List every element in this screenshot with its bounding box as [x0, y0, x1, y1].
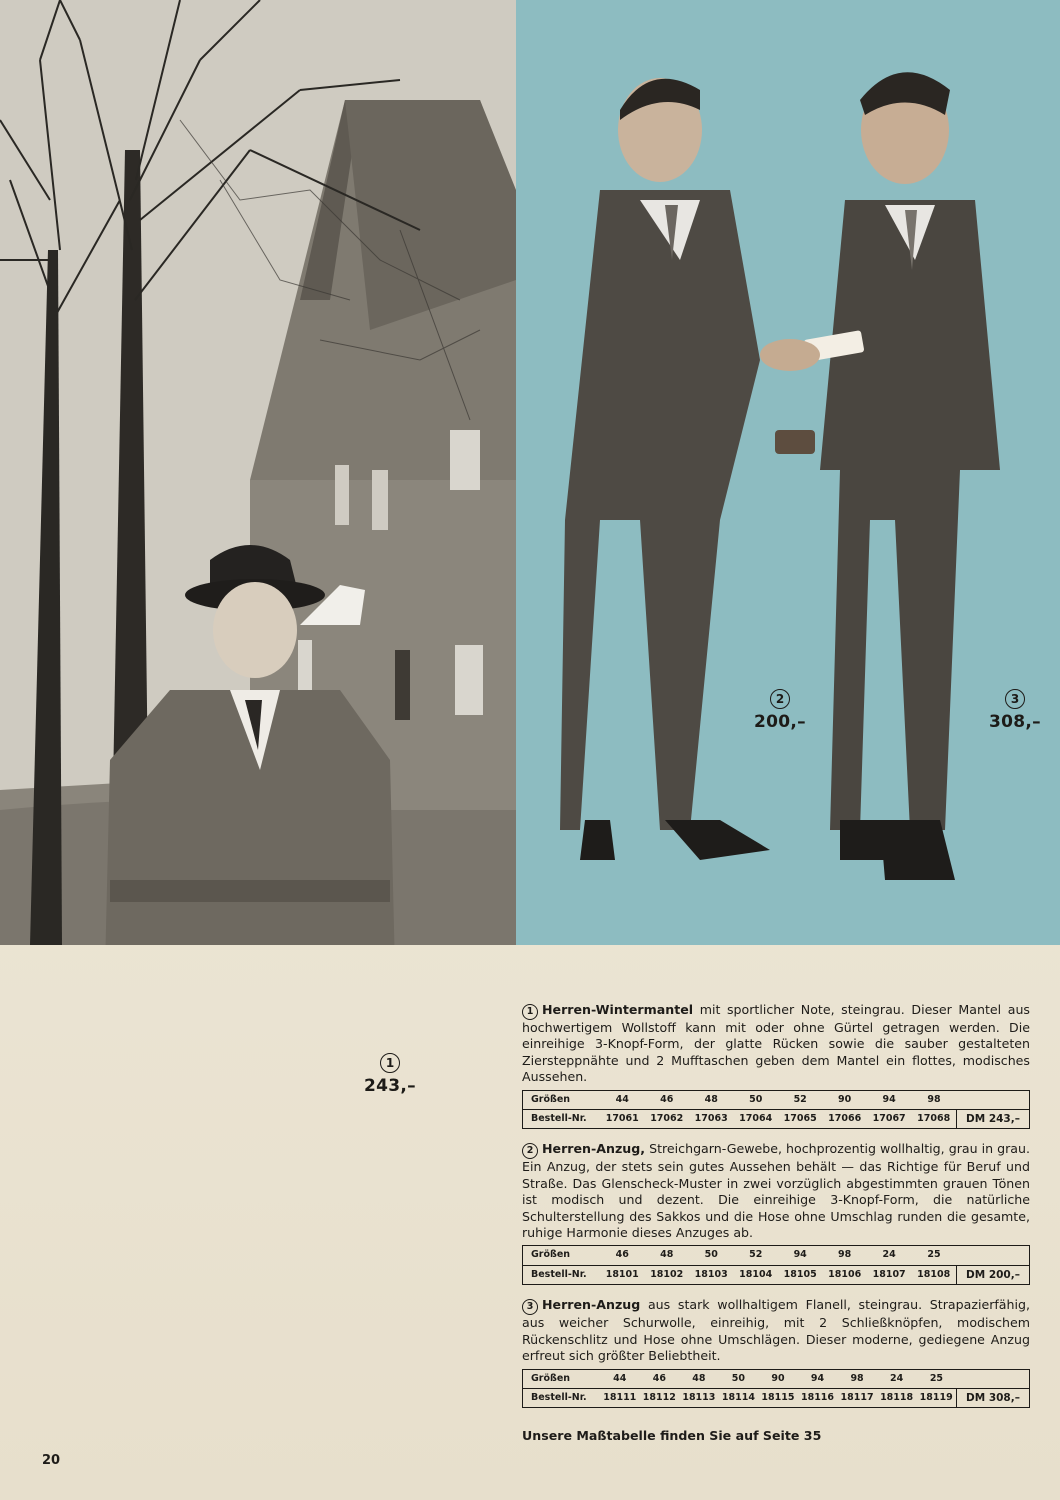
- product-1-size-table: [522, 1090, 1030, 1130]
- size-label: Größen: [523, 1090, 601, 1109]
- size-cell: 90: [758, 1369, 798, 1388]
- price-amount-1: 243,–: [364, 1076, 416, 1096]
- order-cell: 17063: [689, 1110, 733, 1129]
- size-cell: 24: [867, 1246, 911, 1265]
- price-number-3: 3: [1005, 689, 1025, 709]
- order-cell: 17065: [778, 1110, 822, 1129]
- size-label: Größen: [523, 1369, 601, 1388]
- product-2-number: 2: [522, 1143, 538, 1159]
- product-1-description: [522, 1002, 1030, 1086]
- order-label: Bestell-Nr.: [523, 1388, 601, 1407]
- order-cell: 17064: [733, 1110, 777, 1129]
- product-2-description: [522, 1141, 1030, 1241]
- page-number: 20: [42, 1453, 61, 1468]
- order-cell: 18101: [600, 1265, 644, 1284]
- blank-cell: [957, 1246, 1030, 1265]
- size-chart-note: Unsere Maßtabelle finden Sie auf Seite 35: [522, 1428, 822, 1443]
- product-2-title: Herren-Anzug,: [542, 1141, 646, 1157]
- size-cell: 90: [822, 1090, 866, 1109]
- product-3-text: aus stark wollhaltigem Flanell, steingrau. Strapazierfähig, aus weicher Schurwolle, einreihig, mit 2 Schließknöpfen, modischem Rückenschlitz und Hose ohne Umschlägen. Dieser moderne, gediegene Anzug erfreut sich größter Beliebtheit.: [522, 1297, 1031, 1364]
- order-label: Bestell-Nr.: [523, 1110, 601, 1129]
- order-cell: 18103: [689, 1265, 733, 1284]
- size-cell: 50: [689, 1246, 733, 1265]
- size-cell: 94: [778, 1246, 822, 1265]
- size-cell: 50: [733, 1090, 777, 1109]
- blank-cell: [957, 1369, 1030, 1388]
- order-cell: 18105: [778, 1265, 822, 1284]
- price-amount-3: 308,–: [989, 712, 1041, 732]
- order-cell: 18102: [644, 1265, 688, 1284]
- price-amount-2: 200,–: [754, 712, 806, 732]
- order-cell: 18115: [758, 1388, 798, 1407]
- order-cell: 18107: [867, 1265, 911, 1284]
- size-cell: 25: [916, 1369, 956, 1388]
- winter-scene-illustration: [0, 0, 516, 945]
- order-cell: 18111: [600, 1388, 640, 1407]
- order-cell: 18118: [877, 1388, 917, 1407]
- size-cell: 46: [644, 1090, 688, 1109]
- product-3-price: DM 308,–: [957, 1388, 1030, 1407]
- order-cell: 18116: [798, 1388, 838, 1407]
- price-number-2: 2: [770, 689, 790, 709]
- order-cell: 18113: [679, 1388, 719, 1407]
- size-cell: 46: [640, 1369, 680, 1388]
- size-cell: 94: [867, 1090, 911, 1109]
- order-cell: 17066: [822, 1110, 866, 1129]
- two-men-illustration: [516, 0, 1060, 945]
- size-label: Größen: [523, 1246, 601, 1265]
- order-cell: 18104: [733, 1265, 777, 1284]
- size-cell: 48: [689, 1090, 733, 1109]
- size-cell: 24: [877, 1369, 917, 1388]
- order-cell: 18108: [911, 1265, 956, 1284]
- blank-cell: [957, 1090, 1030, 1109]
- size-cell: 98: [837, 1369, 877, 1388]
- order-cell: 17067: [867, 1110, 911, 1129]
- product-descriptions: [522, 1002, 1030, 1420]
- size-cell: 25: [911, 1246, 956, 1265]
- size-cell: 48: [679, 1369, 719, 1388]
- price-badge-1: [350, 1052, 430, 1096]
- order-cell: 18112: [640, 1388, 680, 1407]
- product-1-number: 1: [522, 1004, 538, 1020]
- order-cell: 18117: [837, 1388, 877, 1407]
- order-label: Bestell-Nr.: [523, 1265, 601, 1284]
- product-3-description: [522, 1297, 1030, 1364]
- order-cell: 18106: [822, 1265, 866, 1284]
- size-cell: 44: [600, 1090, 644, 1109]
- size-cell: 98: [822, 1246, 866, 1265]
- product-2-size-table: [522, 1245, 1030, 1285]
- price-number-1: 1: [380, 1053, 400, 1073]
- product-3-size-table: [522, 1369, 1030, 1409]
- order-cell: 17068: [911, 1110, 956, 1129]
- size-cell: 52: [778, 1090, 822, 1109]
- product-2-text: Streichgarn-Gewebe, hochprozentig wollhaltig, grau in grau. Ein Anzug, der stets sein gutes Aussehen behält — das Richtige für Beruf und Straße. Das Glenscheck-Muster in zwei vorzüglich abgestimmten grauen Tönen ist modisch und dezent. Die einreihige 3-Knopf-Form, die natürliche Schulterstellung des Sakkos und die Hose ohne Umschlag runden die gesamte, ruhige Harmonie dieses Anzuges ab.: [522, 1141, 1030, 1241]
- product-1-price: DM 243,–: [957, 1110, 1030, 1129]
- photo-two-men-suits: [516, 0, 1060, 945]
- size-cell: 98: [911, 1090, 956, 1109]
- photo-winter-house: [0, 0, 516, 945]
- product-2-price: DM 200,–: [957, 1265, 1030, 1284]
- order-cell: 18114: [719, 1388, 759, 1407]
- order-cell: 17062: [644, 1110, 688, 1129]
- product-3-number: 3: [522, 1299, 538, 1315]
- product-1-text: mit sportlicher Note, steingrau. Dieser Mantel aus hochwertigem Wollstoff kann mit oder ohne Gürtel getragen werden. Die einreihige 3-Knopf-Form, der glatte Rücken sowie die sauber gestalteten Ziersteppnähte und 2 Mufftaschen geben dem Mantel ein flottes, modisches Aussehen.: [522, 1002, 1030, 1085]
- size-cell: 50: [719, 1369, 759, 1388]
- product-3-title: Herren-Anzug: [542, 1297, 641, 1313]
- order-cell: 17061: [600, 1110, 644, 1129]
- price-badge-2: [740, 688, 820, 732]
- price-badge-3: [975, 688, 1055, 732]
- size-cell: 48: [644, 1246, 688, 1265]
- order-cell: 18119: [916, 1388, 956, 1407]
- product-1-title: Herren-Wintermantel: [542, 1002, 694, 1017]
- size-cell: 46: [600, 1246, 644, 1265]
- size-cell: 44: [600, 1369, 640, 1388]
- size-cell: 94: [798, 1369, 838, 1388]
- size-cell: 52: [733, 1246, 777, 1265]
